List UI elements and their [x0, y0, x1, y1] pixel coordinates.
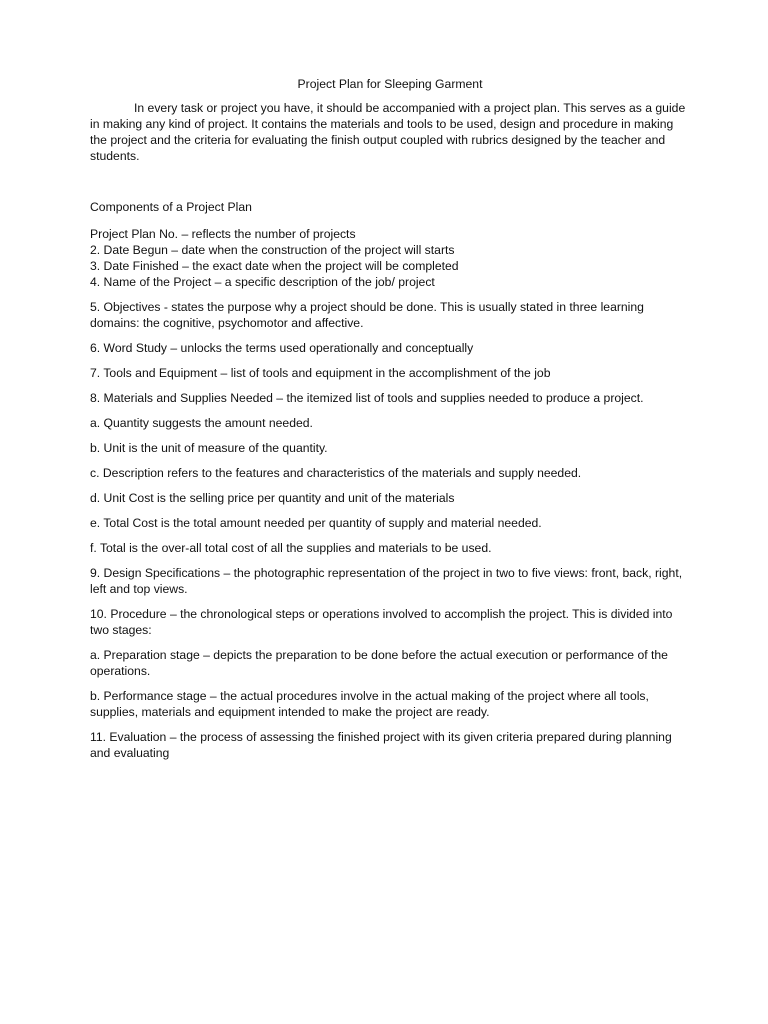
component-paragraph: 7. Tools and Equipment – list of tools and equipment in the accomplishment of the job: [90, 366, 551, 380]
component-paragraph: b. Unit is the unit of measure of the quantity.: [90, 441, 328, 455]
component-paragraph: e. Total Cost is the total amount needed per quantity of supply and material needed.: [90, 516, 542, 530]
component-paragraph: 9. Design Specifications – the photographic representation of the project in two to five views: front, back, right, left and top views.: [90, 566, 683, 596]
document-title: Project Plan for Sleeping Garment: [297, 77, 483, 91]
component-paragraph: c. Description refers to the features and characteristics of the materials and supply needed.: [90, 466, 582, 480]
list-item: 2. Date Begun – date when the construction of the project will starts: [90, 243, 455, 257]
list-item: Project Plan No. – reflects the number of projects: [90, 227, 356, 241]
component-paragraph: b. Performance stage – the actual procedures involve in the actual making of the project where all tools, supplies, materials and equipment intended to make the project are ready.: [90, 689, 649, 719]
list-item: 4. Name of the Project – a specific description of the job/ project: [90, 275, 435, 289]
intro-paragraph: In every task or project you have, it should be accompanied with a project plan. This serves as a guide in making any kind of project. It contains the materials and tools to be used, design and procedure in making the project and the criteria for evaluating the finish output coupled with rubrics designed by the teacher and students.: [90, 101, 686, 163]
component-paragraph: a. Quantity suggests the amount needed.: [90, 416, 313, 430]
component-paragraph: 6. Word Study – unlocks the terms used operationally and conceptually: [90, 341, 474, 355]
component-paragraph: 8. Materials and Supplies Needed – the itemized list of tools and supplies needed to produce a project.: [90, 391, 644, 405]
component-paragraph: 10. Procedure – the chronological steps or operations involved to accomplish the project. This is divided into two stages:: [90, 607, 673, 637]
components-heading: Components of a Project Plan: [90, 200, 252, 214]
component-paragraph: d. Unit Cost is the selling price per quantity and unit of the materials: [90, 491, 455, 505]
component-paragraph: 11. Evaluation – the process of assessing the finished project with its given criteria prepared during planning and evaluating: [90, 730, 672, 760]
components-paragraphs: [90, 299, 690, 761]
components-list: [90, 226, 690, 290]
component-paragraph: a. Preparation stage – depicts the preparation to be done before the actual execution or performance of the operations.: [90, 648, 668, 678]
list-item: 3. Date Finished – the exact date when the project will be completed: [90, 259, 459, 273]
component-paragraph: 5. Objectives - states the purpose why a project should be done. This is usually stated in three learning domains: the cognitive, psychomotor and affective.: [90, 300, 644, 330]
component-paragraph: f. Total is the over-all total cost of all the supplies and materials to be used.: [90, 541, 492, 555]
document-body: [90, 76, 690, 770]
